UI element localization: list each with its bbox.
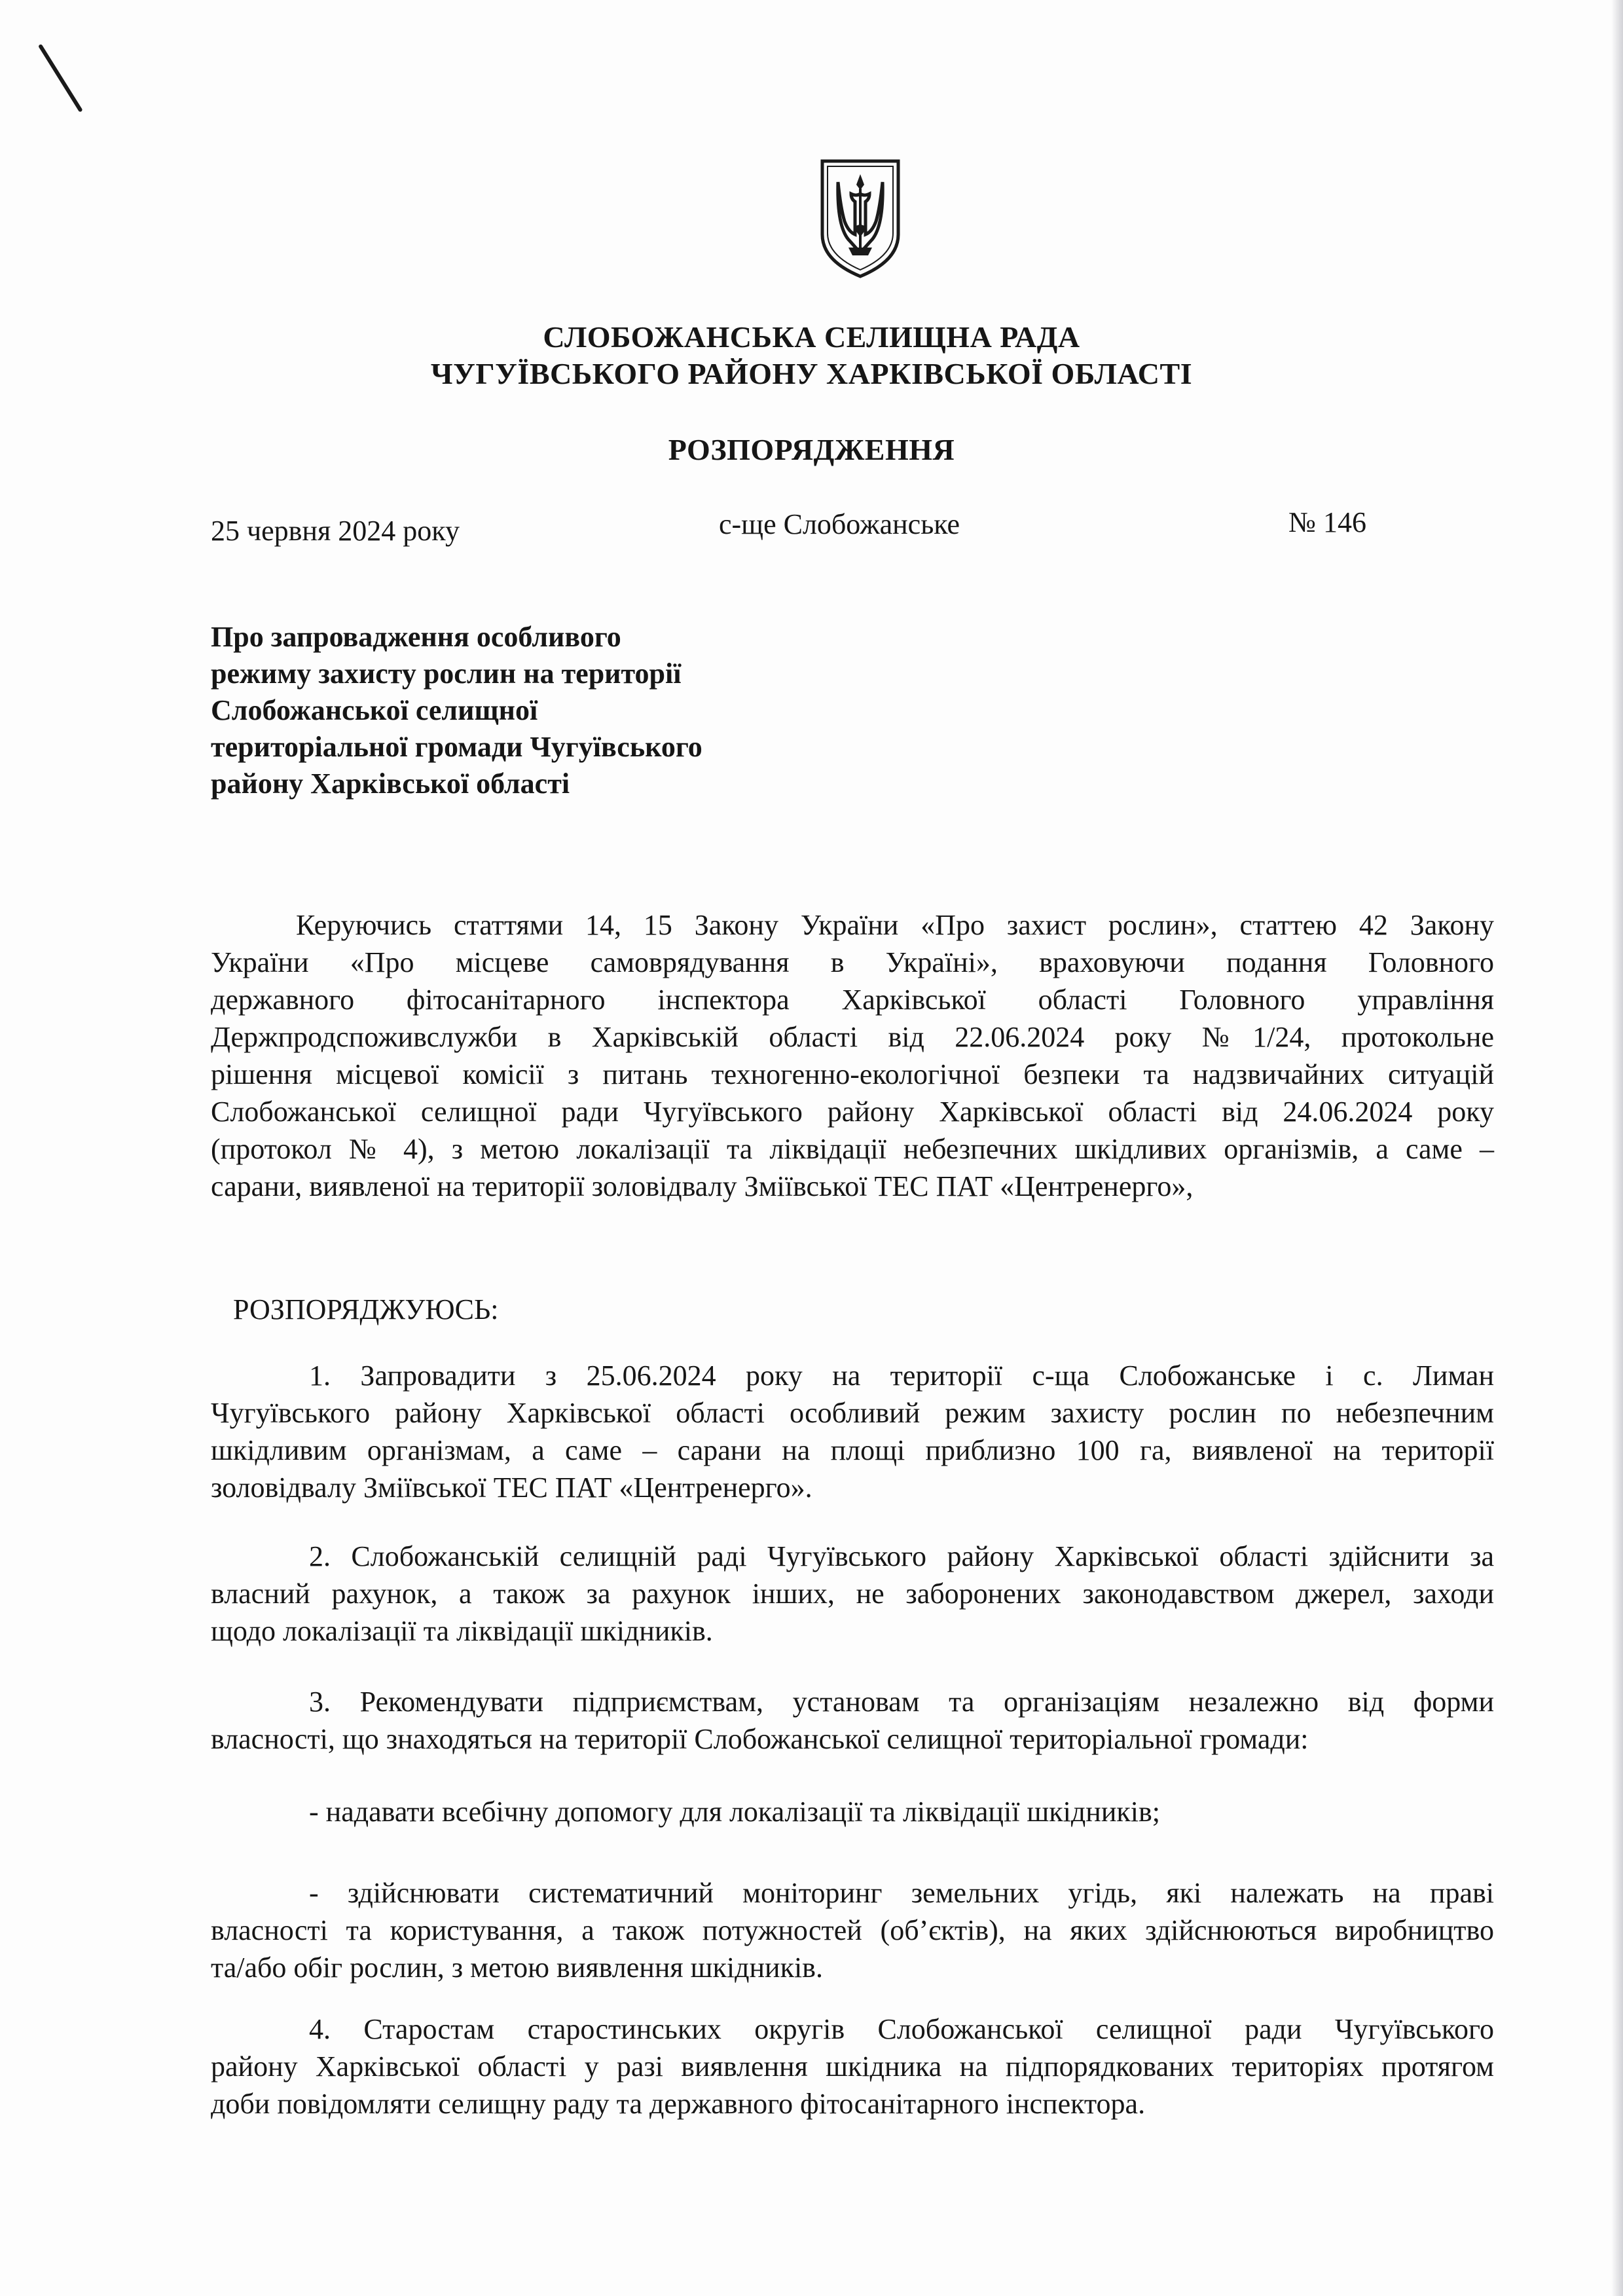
preamble-line: Керуючись статтями 14, 15 Закону України «Про захист рослин», статтею 42 Закону — [296, 909, 1494, 941]
item-line: власний рахунок, а також за рахунок інших, не заборонених законодавством джерел, заходи — [211, 1578, 1494, 1610]
council-name-line2: ЧУГУЇВСЬКОГО РАЙОНУ ХАРКІВСЬКОЇ ОБЛАСТІ — [430, 357, 1193, 390]
order-item-4 — [211, 2010, 1494, 2122]
item-line: власності, що знаходяться на території Слобожанської селищної територіальної громади: — [211, 1723, 1309, 1755]
preamble-line: Слобожанської селищної ради Чугуївського району Харківської області від 24.06.2024 року — [211, 1096, 1494, 1128]
item-line: 4. Старостам старостинських округів Слобожанської селищної ради Чугуївського — [309, 2013, 1494, 2045]
item-line: шкідливим організмам, а саме – сарани на площі приблизно 100 га, виявленої на території — [211, 1434, 1494, 1466]
document-number: № 146 — [1288, 506, 1366, 538]
document-date: 25 червня 2024 року — [211, 515, 460, 547]
order-heading: РОЗПОРЯДЖУЮСЬ: — [233, 1293, 499, 1325]
document-place: с-ще Слобожанське — [719, 508, 960, 540]
item-line: 2. Слобожанській селищній раді Чугуївського району Харківської області здійснити за — [309, 1540, 1494, 1572]
preamble-paragraph — [211, 906, 1494, 1205]
pen-mark — [38, 44, 83, 113]
subject-line: режиму захисту рослин на території — [211, 657, 682, 690]
item-line: - надавати всебічну допомогу для локалізації та ліквідації шкідників; — [309, 1796, 1160, 1828]
preamble-line: Держпродспоживслужби в Харківській області від 22.06.2024 року №1/24, протокольне — [211, 1021, 1494, 1053]
item-line: доби повідомляти селищну раду та державного фітосанітарного інспектора. — [211, 2088, 1146, 2120]
subject-line: територіальної громади Чугуївського — [211, 731, 702, 763]
item-line: Чугуївського району Харківської області особливий режим захисту рослин по небезпечним — [211, 1397, 1494, 1429]
preamble-line: (протокол № 4), з метою локалізації та ліквідації небезпечних шкідливих організмів, а саме – — [211, 1133, 1494, 1165]
council-name-line1: СЛОБОЖАНСЬКА СЕЛИЩНА РАДА — [543, 320, 1080, 354]
trident-coat-of-arms-icon — [817, 156, 903, 280]
order-item-3a — [211, 1793, 1494, 1830]
item-line: золовідвалу Зміївської ТЕС ПАТ «Центренерго». — [211, 1472, 812, 1504]
preamble-line: України «Про місцеве самоврядування в Україні», враховуючи подання Головного — [211, 946, 1494, 978]
item-line: та/або обіг рослин, з метою виявлення шкідників. — [211, 1952, 823, 1984]
order-item-2 — [211, 1538, 1494, 1650]
item-line: - здійснювати систематичний моніторинг земельних угідь, які належать на праві — [309, 1877, 1494, 1909]
item-line: 1. Запровадити з 25.06.2024 року на території с-ща Слобожанське і с. Лиман — [309, 1360, 1494, 1392]
subject-line: Слобожанської селищної — [211, 694, 538, 726]
item-line: району Харківської області у разі виявлення шкідника на підпорядкованих територіях протягом — [211, 2050, 1494, 2083]
subject-line: району Харківської області — [211, 768, 570, 800]
subject-block — [211, 619, 800, 802]
order-item-1 — [211, 1357, 1494, 1506]
document-type-title: РОЗПОРЯДЖЕННЯ — [668, 433, 955, 466]
item-line: щодо локалізації та ліквідації шкідників. — [211, 1615, 713, 1647]
item-line: 3. Рекомендувати підприємствам, установам та організаціям незалежно від форми — [309, 1686, 1494, 1718]
preamble-line: державного фітосанітарного інспектора Харківської області Головного управління — [211, 984, 1494, 1016]
subject-line: Про запровадження особливого — [211, 621, 621, 653]
order-item-3 — [211, 1683, 1494, 1758]
preamble-line: сарани, виявленої на території золовідвалу Зміївської ТЕС ПАТ «Центренерго», — [211, 1170, 1194, 1202]
preamble-line: рішення місцевої комісії з питань техногенно-екологічної безпеки та надзвичайних ситуацій — [211, 1058, 1494, 1090]
item-line: власності та користування, а також потужностей (об’єктів), на яких здійснюються виробництво — [211, 1914, 1494, 1946]
order-item-3b — [211, 1874, 1494, 1986]
